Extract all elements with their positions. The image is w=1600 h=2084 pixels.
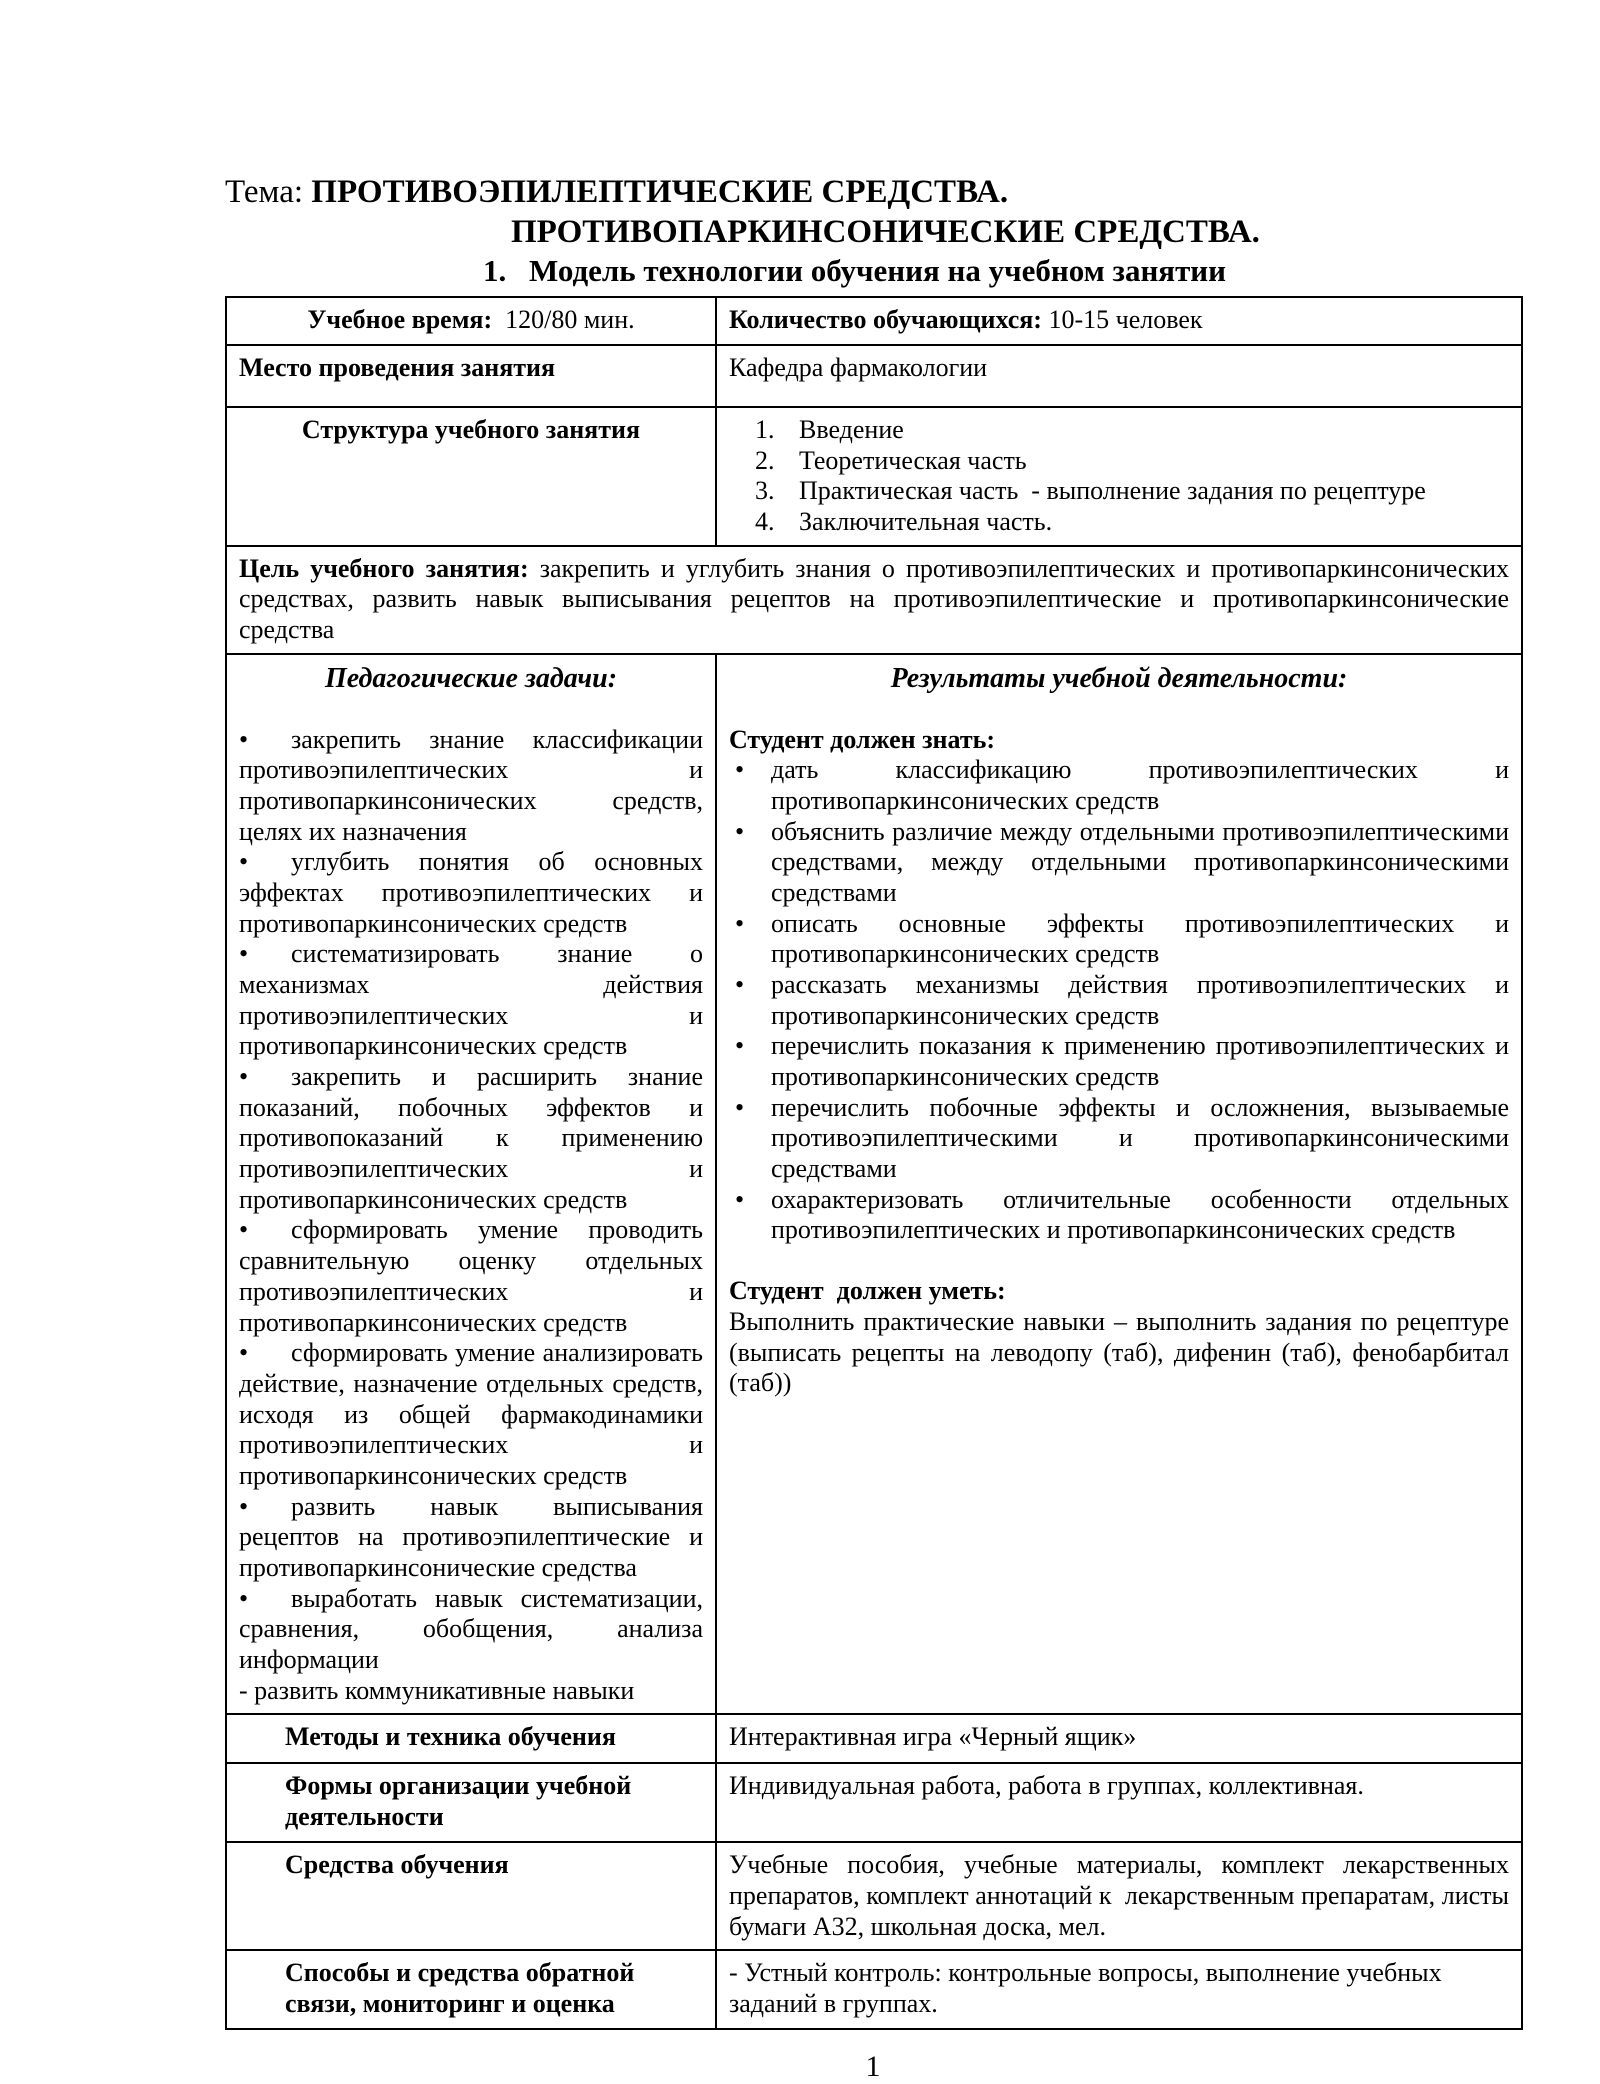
bullet-icon: • (239, 1215, 249, 1245)
title-prefix: Тема: (225, 174, 312, 210)
structure-item-text: Заключительная часть. (799, 507, 1053, 537)
know-item (729, 817, 1509, 909)
task-text: углубить понятия об основных эффектах противоэпилептических и противопаркинсонических средств (239, 847, 703, 938)
methods-value: Интерактивная игра «Черный ящик» (729, 1722, 1137, 1752)
structure-label: Структура учебного занятия (301, 415, 641, 444)
table-row-feedback (226, 1950, 1522, 2029)
bullet-icon: • (735, 908, 745, 938)
structure-item-number: 3. (755, 476, 775, 506)
table-row-place (226, 345, 1522, 407)
student-can-label: Студент должен уметь: (729, 1276, 1006, 1306)
structure-item-text: Практическая часть - выполнение задания по рецептуре (799, 476, 1426, 506)
pedagogical-tasks-cell (226, 654, 716, 1715)
structure-item-text: Введение (799, 415, 904, 444)
pedagogical-tasks-header: Педагогические задачи: (324, 662, 618, 694)
bullet-icon: • (735, 1184, 745, 1214)
goal-cell (226, 546, 1522, 654)
methods-label-cell (226, 1714, 716, 1763)
feedback-label-cell (226, 1950, 716, 2029)
table-row-structure (226, 407, 1522, 546)
bullet-icon: • (239, 1583, 249, 1613)
table-row-means (226, 1842, 1522, 1950)
structure-item-text: Теоретическая часть (799, 445, 1027, 475)
place-label-cell (226, 345, 716, 407)
forms-value: Индивидуальная работа, работа в группах, коллективная. (729, 1771, 1364, 1801)
task-text: закрепить знание классификации противоэпилептических и противопаркинсонических средств, целях их назначения (239, 724, 703, 846)
document-title-line-2: ПРОТИВОПАРКИНСОНИЧЕСКИЕ СРЕДСТВА. (511, 214, 1260, 250)
pedagogical-task (239, 1215, 703, 1338)
know-item-text: охарактеризовать отличительные особенности отдельных противоэпилептических и противопаркинсонических средств (771, 1184, 1509, 1245)
page-number: 1 (865, 2050, 881, 2084)
pedagogical-task (239, 939, 703, 1062)
structure-item (729, 507, 1509, 538)
know-item (729, 909, 1509, 970)
goal-text: закрепить и углубить знания о противоэпилептических и противопаркинсонических средствах, развить навык выписывания рецептов на противоэпилептические и противопаркинсонические средства (239, 553, 1510, 645)
feedback-value: - Устный контроль: контрольные вопросы, выполнение учебных заданий в группах. (729, 1958, 1442, 2018)
know-item-text: перечислить побочные эффекты и осложнения, вызываемые противоэпилептическими и противопаркинсоническими средствами (771, 1092, 1509, 1184)
table-row-tasks-results (226, 654, 1522, 1715)
task-text: сформировать умение анализировать действие, назначение отдельных средств, исходя из общей фармакодинамики противоэпилептических и противопаркинсонических средств (239, 1338, 703, 1490)
place-value: Кафедра фармакологии (729, 353, 988, 382)
structure-item (729, 415, 1509, 446)
structure-item-number: 1. (755, 415, 775, 444)
know-item (729, 1031, 1509, 1092)
bullet-icon: • (239, 1338, 249, 1368)
know-item (729, 1185, 1509, 1246)
means-label: Средства обучения (285, 1850, 509, 1880)
bullet-icon: • (239, 939, 249, 969)
training-time-cell (226, 297, 716, 345)
student-know-label: Студент должен знать: (729, 724, 996, 754)
structure-item (729, 446, 1509, 477)
structure-item-number: 4. (755, 507, 775, 537)
structure-item-number: 2. (755, 445, 775, 475)
pedagogical-task (239, 725, 703, 848)
means-label-cell (226, 1842, 716, 1950)
learning-results-cell (716, 654, 1522, 1715)
bullet-icon: • (735, 1031, 745, 1061)
know-item-text: рассказать механизмы действия противоэпилептических и противопаркинсонических средств (771, 970, 1509, 1030)
bullet-icon: • (239, 1062, 249, 1092)
forms-label: Формы организации учебной деятельности (285, 1771, 632, 1831)
bullet-icon: • (239, 847, 249, 877)
bullet-icon: • (735, 1092, 745, 1122)
table-row-forms (226, 1763, 1522, 1842)
task-text: сформировать умение проводить сравнительную оценку отдельных противоэпилептических и противопаркинсонических средств (239, 1215, 703, 1337)
methods-value-cell (716, 1714, 1522, 1763)
goal-label: Цель учебного занятия: (239, 553, 529, 583)
section-number: 1. (483, 253, 507, 288)
spacer (729, 1246, 1509, 1276)
structure-value-cell (716, 407, 1522, 546)
pedagogical-task (239, 1062, 703, 1215)
structure-item (729, 476, 1509, 507)
table-row-goal (226, 546, 1522, 654)
task-text: систематизировать знание о механизмах действия противоэпилептических и противопаркинсонических средств (239, 939, 703, 1061)
pedagogical-task (239, 1584, 703, 1676)
section-title: Модель технологии обучения на учебном занятии (529, 253, 1227, 288)
feedback-label: Способы и средства обратной связи, мониторинг и оценка (285, 1958, 635, 2018)
pedagogical-task (239, 1492, 703, 1584)
structure-label-cell (226, 407, 716, 546)
pedagogical-task (239, 847, 703, 939)
know-item (729, 970, 1509, 1031)
learning-results-header: Результаты учебной деятельности: (890, 662, 1348, 694)
know-item-text: описать основные эффекты противоэпилептических и противопаркинсонических средств (771, 908, 1509, 969)
bullet-icon: • (735, 816, 745, 846)
document-page (225, 172, 1521, 2084)
methods-label: Методы и техника обучения (285, 1722, 616, 1752)
training-time-label: Учебное время: (307, 305, 493, 334)
feedback-value-cell (716, 1950, 1522, 2029)
forms-label-cell (226, 1763, 716, 1842)
title-subject-1: ПРОТИВОЭПИЛЕПТИЧЕСКИЕ СРЕДСТВА. (311, 174, 1009, 210)
bullet-icon: • (735, 970, 745, 1000)
student-count-value: 10-15 человек (1048, 305, 1203, 334)
place-label: Место проведения занятия (239, 353, 556, 382)
know-item-text: объяснить различие между отдельными противоэпилептическими средствами, между отдельными противопаркинсоническими средствами (771, 816, 1509, 908)
pedagogical-task-last: - развить коммуникативные навыки (239, 1675, 635, 1705)
table-row-training-time (226, 297, 1522, 345)
means-value-cell (716, 1842, 1522, 1950)
means-value: Учебные пособия, учебные материалы, комплект лекарственных препаратов, комплект аннотаций к лекарственным препаратам, листы бумаги А32, школьная доска, мел. (729, 1850, 1509, 1941)
student-count-cell (716, 297, 1522, 345)
know-item-text: дать классификацию противоэпилептических и противопаркинсонических средств (771, 755, 1509, 816)
bullet-icon: • (239, 724, 249, 754)
task-text: выработать навык систематизации, сравнения, обобщения, анализа информации (239, 1583, 703, 1674)
bullet-icon: • (735, 755, 745, 785)
task-text: развить навык выписывания рецептов на противоэпилептические и противопаркинсонические средства (239, 1491, 703, 1582)
student-count-label: Количество обучающихся: (729, 305, 1042, 334)
section-heading (225, 252, 1521, 290)
student-can-text: Выполнить практические навыки – выполнить задания по рецептуре (выписать рецепты на леводопу (таб), дифенин (таб), фенобарбитал (таб)) (729, 1306, 1509, 1398)
know-item-text: перечислить показания к применению противоэпилептических и противопаркинсонических средств (771, 1031, 1509, 1092)
bullet-icon: • (239, 1491, 249, 1521)
pedagogical-task (239, 1338, 703, 1491)
training-time-value: 120/80 мин. (505, 305, 635, 334)
document-title-line-1 (225, 172, 1521, 212)
know-item (729, 755, 1509, 816)
place-value-cell (716, 345, 1522, 407)
table-row-methods (226, 1714, 1522, 1763)
lesson-model-table (225, 296, 1523, 2030)
know-item (729, 1093, 1509, 1185)
forms-value-cell (716, 1763, 1522, 1842)
task-text: закрепить и расширить знание показаний, побочных эффектов и противопоказаний к применению противоэпилептических и противопаркинсонических средств (239, 1062, 703, 1214)
